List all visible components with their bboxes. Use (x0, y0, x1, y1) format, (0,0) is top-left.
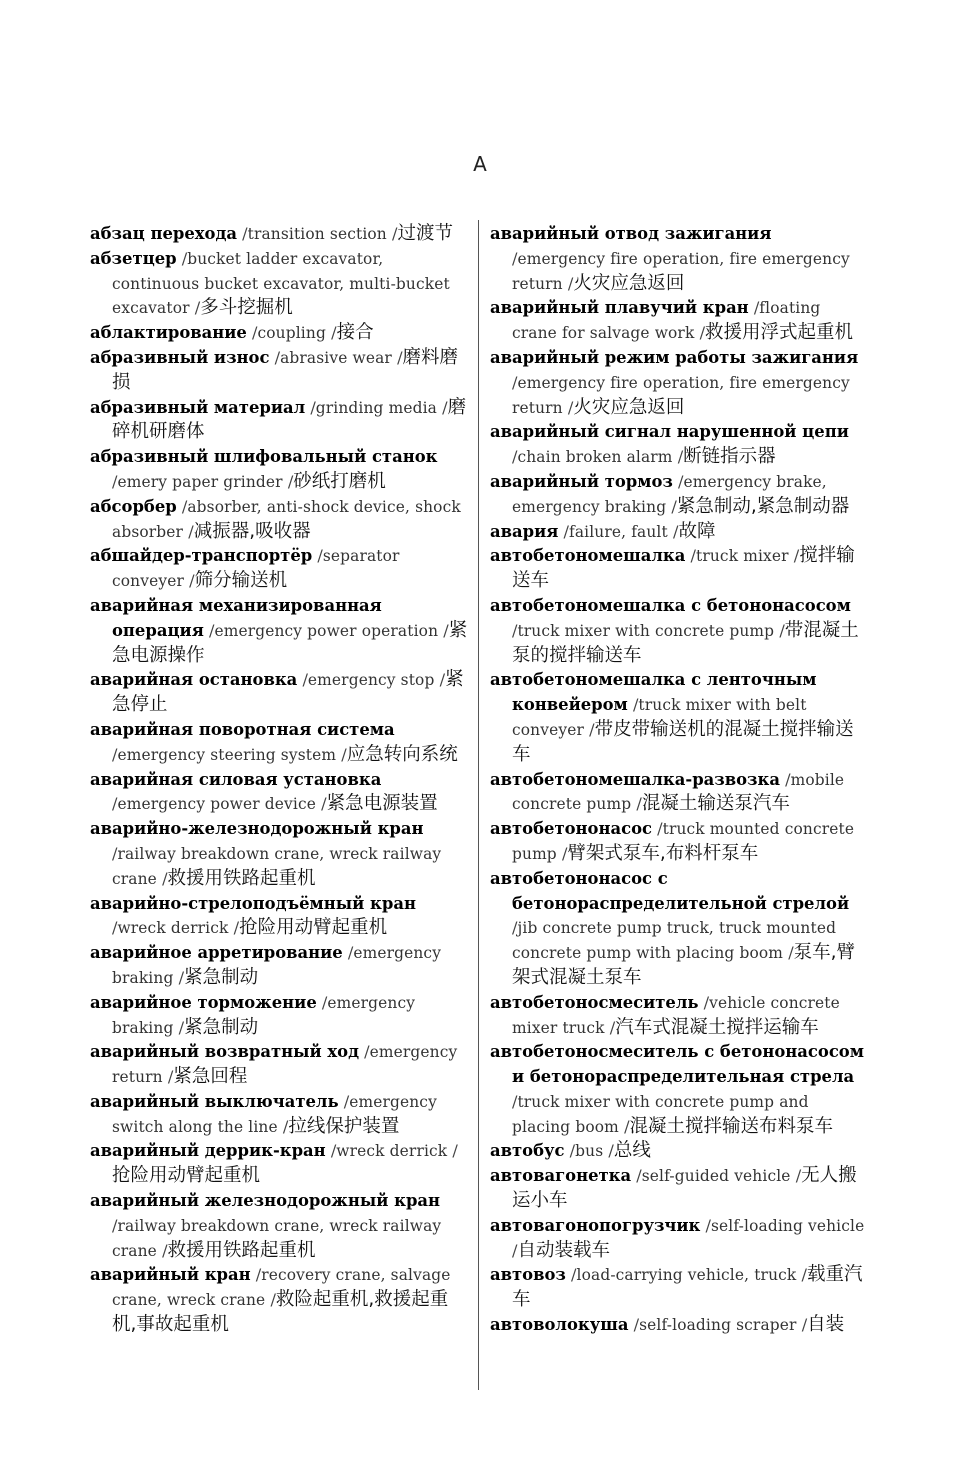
entry-english: emergency braking (112, 944, 442, 987)
entry-chinese: 混凝土输送泵汽车 (641, 793, 790, 815)
entry-english: failure, fault (568, 522, 668, 541)
entry-english: self-guided vehicle (641, 1167, 791, 1186)
entry-term: автовоз (490, 1265, 566, 1285)
entry-term: аварийная механизированная операция (90, 595, 382, 640)
entry-chinese: 总线 (613, 1140, 651, 1162)
entry-chinese: 紧急停止 (112, 669, 464, 716)
entry-chinese: 混凝土搅拌输送布料泵车 (629, 1115, 834, 1137)
entry-term: аварийно-стрелоподъёмный кран (90, 893, 416, 913)
entry-chinese: 火灾应急返回 (573, 272, 685, 294)
entry-chinese: 带混凝土泵的搅拌输送车 (512, 619, 859, 666)
entry-term: абшайдер-транспортёр (90, 546, 313, 566)
entry-english: emergency braking (112, 993, 416, 1037)
entry-term: абразивный износ (90, 347, 270, 367)
entry-english: chain broken alarm (517, 448, 673, 467)
entry-chinese: 无人搬运小车 (512, 1165, 857, 1212)
dictionary-entry: автобетоносмеситель /vehicle concrete mixer truck /汽车式混凝土搅拌运输车 (490, 992, 840, 1038)
entry-english: separator conveyer (112, 547, 400, 591)
entry-term: абзац перехода (90, 224, 238, 243)
entry-chinese: 紧急回程 (173, 1066, 248, 1088)
entry-chinese: 救援用浮式起重机 (705, 322, 854, 344)
entry-chinese: 火灾应急返回 (573, 396, 685, 418)
dictionary-entry: абзац перехода /transition section /过渡节 (90, 223, 453, 244)
entry-term: аварийный отвод зажигания (490, 224, 772, 243)
entry-term: аварийный деррик-кран (90, 1141, 326, 1161)
entry-english: emergency brake, emergency braking (512, 472, 827, 516)
entry-term: аварийная поворотная система (90, 719, 395, 739)
entry-chinese: 紧急电源操作 (112, 619, 468, 666)
entry-term: автобетоносмеситель (490, 992, 699, 1012)
dictionary-entry: абсорбер /absorber, anti-shock device, shock absorber /减振器,吸收器 (90, 496, 461, 542)
dictionary-entry: абразивный шлифовальный станок /emery paper grinder /砂纸打磨机 (90, 447, 438, 492)
entry-term: автобетономешалка с бетононасосом (490, 595, 851, 615)
entry-term: аварийный тормоз (490, 471, 673, 491)
entry-english: grinding media (315, 398, 438, 417)
dictionary-entry: аварийная силовая установка /emergency power device /紧急电源装置 (90, 769, 438, 815)
entry-english: bucket ladder excavator, continuous bucket excavator, multi-bucket excavator (112, 249, 450, 318)
dictionary-entry: аварийный возвратный ход /emergency return /紧急回程 (90, 1042, 458, 1088)
entry-chinese: 救援用铁路起重机 (167, 867, 316, 889)
entry-chinese: 断链指示器 (683, 446, 776, 468)
entry-term: аварийный железнодорожный кран (90, 1191, 441, 1211)
dictionary-entry: абзетцер /bucket ladder excavator, continuous bucket excavator, multi-bucket excavator /多斗挖掘机 (90, 248, 450, 319)
dictionary-entry: аварийный железнодорожный кран /railway breakdown crane, wreck railway crane /救援用铁路起重机 (90, 1191, 442, 1261)
entry-chinese: 磨料磨损 (112, 346, 459, 393)
entry-english: mobile concrete pump (512, 770, 845, 814)
entry-term: абзетцер (90, 248, 177, 268)
entry-chinese: 汽车式混凝土搅拌运输车 (615, 1016, 819, 1038)
dictionary-entry: автовагонопогрузчик /self-loading vehicle /自动装载车 (490, 1215, 865, 1261)
entry-english: self-loading scraper (639, 1316, 797, 1335)
entry-term: автобетономешалка-развозка (490, 769, 780, 789)
entry-english: abrasive wear (280, 348, 392, 367)
column-divider (478, 220, 479, 1390)
entry-english: recovery crane, salvage crane, wreck crane (112, 1266, 451, 1310)
entry-english: emergency fire operation, fire emergency return (512, 249, 850, 293)
entry-term: аварийно-железнодорожный кран (90, 819, 424, 839)
entry-term: аварийный режим работы зажигания (490, 347, 859, 367)
entry-chinese: 接合 (336, 322, 374, 344)
entry-english: emergency fire operation, fire emergency return (512, 373, 850, 417)
entry-english: load-carrying vehicle, truck (576, 1266, 797, 1285)
entry-chinese: 紧急制动 (184, 1016, 259, 1038)
dictionary-entry: аварийный отвод зажигания /emergency fire operation, fire emergency return /火灾应急返回 (490, 224, 850, 294)
dictionary-entry: аварийный кран /recovery crane, salvage crane, wreck crane /救险起重机,救援起重机,事故起重机 (90, 1265, 451, 1336)
entry-english: bus (575, 1142, 604, 1161)
dictionary-entry: аварийный режим работы зажигания /emergency fire operation, fire emergency return /火灾应急返回 (490, 347, 859, 418)
entry-english: truck mixer with concrete pump and placing boom (512, 1092, 809, 1136)
entry-english: railway breakdown crane, wreck railway crane (112, 1216, 442, 1260)
dictionary-entry: автовагонетка /self-guided vehicle /无人搬运小车 (490, 1165, 857, 1212)
dictionary-entry: абразивный износ /abrasive wear /磨料磨损 (90, 346, 459, 393)
entry-english: truck mixer with belt conveyer (512, 696, 807, 739)
entry-term: аварийное торможение (90, 992, 317, 1012)
entry-chinese: 筛分输送机 (194, 570, 288, 592)
entry-chinese: 臂架式泵车,布料杆泵车 (567, 842, 759, 864)
entry-english: truck mounted concrete pump (512, 820, 855, 863)
section-letter: A (473, 152, 487, 176)
entry-chinese: 带皮带输送机的混凝土搅拌输送车 (512, 718, 854, 765)
entry-term: аварийный возвратный ход (90, 1042, 360, 1062)
entry-chinese: 砂纸打磨机 (293, 470, 386, 492)
entry-english: emergency stop (307, 671, 435, 690)
entry-english: emergency steering system (117, 745, 337, 764)
entry-chinese: 自装 (807, 1314, 845, 1336)
entry-term: абсорбер (90, 496, 177, 516)
entry-chinese: 过渡节 (397, 223, 453, 244)
entry-term: автобетономешалка с ленточным конвейером (490, 670, 817, 715)
dictionary-entry: аварийно-железнодорожный кран /railway breakdown crane, wreck railway crane /救援用铁路起重机 (90, 819, 442, 889)
dictionary-entry: авария /failure, fault /故障 (490, 520, 716, 542)
entry-english: wreck derrick (117, 919, 229, 938)
entry-chinese: 自动装载车 (517, 1239, 610, 1261)
entry-english: emergency power device (117, 795, 316, 814)
entry-chinese: 减振器,吸收器 (193, 520, 311, 542)
dictionary-entry: автобетоносмеситель с бетононасосом и бетонораспределительная стрела /truck mixer with concrete pump and placing boom /混凝土搅拌输送布料泵车 (490, 1042, 864, 1137)
entry-chinese: 救险起重机,救援起重机,事故起重机 (112, 1289, 449, 1336)
entry-chinese: 拉线保护装置 (288, 1115, 400, 1137)
dictionary-entry: аварийная остановка /emergency stop /紧急停止 (90, 669, 464, 716)
entry-english: railway breakdown crane, wreck railway crane (112, 844, 442, 888)
entry-chinese: 紧急电源装置 (326, 793, 438, 815)
entry-term: автоволокуша (490, 1315, 629, 1335)
entry-chinese: 泵车,臂架式混凝土泵车 (512, 942, 856, 988)
dictionary-entry: автоволокуша /self-loading scraper /自装 (490, 1314, 845, 1336)
entry-chinese: 抢险用动臂起重机 (239, 917, 388, 939)
dictionary-entry: автовоз /load-carrying vehicle, truck /载重汽车 (490, 1264, 863, 1311)
entry-english: emery paper grinder (117, 472, 283, 491)
entry-english: emergency switch along the line (112, 1092, 437, 1136)
entry-english: coupling (257, 324, 326, 343)
left-column (90, 222, 468, 1338)
entry-term: автобетономешалка (490, 546, 686, 566)
entry-term: авария (490, 521, 559, 541)
entry-chinese: 紧急制动,紧急制动器 (676, 495, 850, 517)
right-column (490, 222, 868, 1338)
entry-chinese: 多斗挖掘机 (200, 297, 293, 319)
dictionary-entry: аварийная механизированная операция /emergency power operation /紧急电源操作 (90, 595, 468, 666)
dictionary-entry: аварийный плавучий кран /floating crane for salvage work /救援用浮式起重机 (490, 298, 854, 344)
dictionary-entry: аварийный тормоз /emergency brake, emergency braking /紧急制动,紧急制动器 (490, 471, 850, 517)
entry-term: автовагонетка (490, 1166, 632, 1186)
entry-english: floating crane for salvage work (512, 299, 821, 343)
entry-english: truck mixer with concrete pump (517, 621, 775, 640)
entry-english: jib concrete pump truck, truck mounted concrete pump with placing boom (512, 919, 837, 963)
entry-term: автовагонопогрузчик (490, 1215, 701, 1235)
entry-term: аварийный кран (90, 1265, 251, 1285)
dictionary-entry: аблактирование /coupling /接合 (90, 322, 374, 344)
entry-chinese: 救援用铁路起重机 (167, 1239, 316, 1261)
entry-chinese: 载重汽车 (512, 1264, 863, 1311)
dictionary-entry: аварийный сигнал нарушенной цепи /chain broken alarm /断链指示器 (490, 422, 849, 468)
dictionary-entry: аварийная поворотная система /emergency steering system /应急转向系统 (90, 719, 458, 765)
entry-term: аварийный сигнал нарушенной цепи (490, 422, 849, 442)
entry-term: аблактирование (90, 323, 247, 343)
dictionary-entry: автобетононасос /truck mounted concrete pump /臂架式泵车,布料杆泵车 (490, 819, 855, 864)
dictionary-entry: абшайдер-транспортёр /separator conveyer /筛分输送机 (90, 546, 400, 592)
entry-english: transition section (247, 225, 387, 243)
entry-term: аварийная остановка (90, 670, 298, 690)
dictionary-entry: автобетономешалка-развозка /mobile concrete pump /混凝土输送泵汽车 (490, 769, 845, 815)
entry-chinese: 紧急制动 (184, 966, 259, 988)
entry-term: автобус (490, 1141, 565, 1161)
entry-chinese: 磨碎机研磨体 (112, 396, 467, 443)
entry-term: автобетоносмеситель с бетононасосом и бетонораспределительная стрела (490, 1042, 864, 1087)
entry-chinese: 应急转向系统 (346, 743, 458, 765)
entry-term: абразивный шлифовальный станок (90, 447, 438, 467)
entry-term: автобетононасос (490, 819, 652, 839)
dictionary-entry: автобетономешалка /truck mixer /搅拌输送车 (490, 545, 855, 592)
entry-chinese: 故障 (678, 520, 716, 542)
dictionary-entry: абразивный материал /grinding media /磨碎机研磨体 (90, 396, 467, 443)
dictionary-entry: аварийное арретирование /emergency braking /紧急制动 (90, 943, 442, 988)
entry-english: self-loading vehicle (711, 1216, 865, 1235)
dictionary-entry: аварийный выключатель /emergency switch along the line /拉线保护装置 (90, 1091, 437, 1137)
entry-chinese: 搅拌输送车 (512, 545, 855, 592)
entry-term: аварийный выключатель (90, 1091, 339, 1111)
dictionary-entry: автобетононасос с бетонораспределительной стрелой /jib concrete pump truck, truck mounted concrete pump with placing boom /泵车,臂架式混凝土泵车 (490, 868, 856, 988)
entry-english: emergency power operation (214, 621, 439, 640)
entry-term: аварийный плавучий кран (490, 298, 749, 318)
dictionary-entry: автобетономешалка с ленточным конвейером /truck mixer with belt conveyer /带皮带输送机的混凝土搅拌输送车 (490, 670, 854, 765)
dictionary-entry: аварийный деррик-кран /wreck derrick /抢险用动臂起重机 (90, 1141, 458, 1187)
dictionary-entry: автобус /bus /总线 (490, 1140, 651, 1162)
entry-english: emergency return (112, 1043, 458, 1087)
entry-english: vehicle concrete mixer truck (512, 993, 840, 1037)
entry-term: аварийное арретирование (90, 943, 343, 963)
entry-english: truck mixer (696, 547, 789, 566)
dictionary-entry: аварийное торможение /emergency braking /紧急制动 (90, 992, 416, 1038)
dictionary-entry: аварийно-стрелоподъёмный кран /wreck derrick /抢险用动臂起重机 (90, 893, 416, 939)
entry-term: автобетононасос с бетонораспределительной стрелой (490, 868, 850, 913)
entry-term: аварийная силовая установка (90, 769, 382, 789)
entry-english: absorber, anti-shock device, shock absorber (112, 497, 461, 541)
dictionary-entry: автобетономешалка с бетононасосом /truck mixer with concrete pump /带混凝土泵的搅拌输送车 (490, 595, 859, 666)
entry-term: абразивный материал (90, 397, 306, 417)
entry-english: wreck derrick (336, 1142, 448, 1161)
entry-chinese: 抢险用动臂起重机 (112, 1165, 261, 1187)
